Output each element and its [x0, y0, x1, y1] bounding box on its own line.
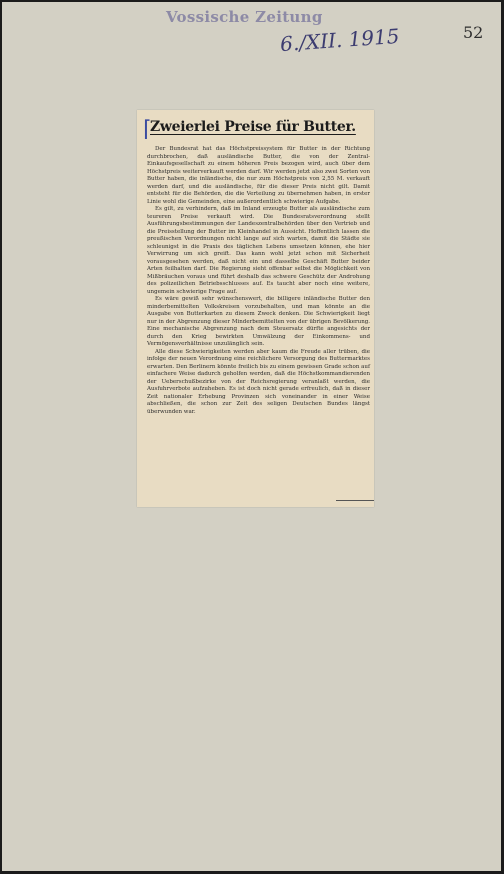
- bracket-mark-icon: ⌈: [143, 117, 152, 142]
- page-number: 52: [463, 23, 484, 42]
- article-paragraph: Der Bundesrat hat das Höchstpreissystem für Butter in der Richtung durchbrochen, daß ausländische Butter, die von der Zentral-Einkaufsgesellschaft zu einem höheren Preis bezogen wird, auch über dem Höchstpreis weiterverkauft werden darf. Wir werden jetzt also zwei Sorten von Butter haben, die inländische, die nur zum Höchstpreis von 2,55 M. verkauft werden darf, und die ausländische, für die dieser Preis nicht gilt. Damit entsteht für die Behörden, die die Verteilung zu übernehmen haben, in erster Linie wohl die Gemeinden, eine außerordentlich schwierige Aufgabe.: [147, 146, 370, 205]
- end-rule: [336, 500, 374, 501]
- article-paragraph: Alle diese Schwierigkeiten werden aber kaum die Freude aller trüben, die infolge der neuen Verordnung eine reichlichere Versorgung des Buttermarktes erwarten. Den Berlinern könnte freilich bis zu einem gewissen Grade schon auf einfachere Weise dadurch geholfen werden, daß die Höchstkommandierenden der Ueberschußbezirke von der Reichsregierung veranlaßt werden, die Ausfuhrverbote aufzuheben. Es ist doch nicht gerade erfreulich, daß in dieser Zeit nationaler Erhebung Provinzen sich voneinander in einer Weise abschließen, die schon zur Zeit des seligen Deutschen Bundes längst überwunden war.: [147, 348, 370, 415]
- handwritten-date: 6./XII. 1915: [279, 23, 401, 57]
- article-paragraph: Es wäre gewiß sehr wünschenswert, die billigere inländische Butter den minderbemittelten Volkskreisen vorzubehalten, und man könnte an die Ausgabe von Butterkarten zu diesem Zweck denken. Die Schwierigkeit liegt nur in der Abgrenzung dieser Minderbemittelten von der übrigen Bevölkerung. Eine mechanische Abgrenzung nach dem Steuersatz dürfte angesichts der durch den Krieg bewirkten Umwälzung der Einkommens- und Vermögensverhältnisse unzulänglich sein.: [147, 296, 370, 347]
- article-title: Zweierlei Preise für Butter.: [150, 119, 356, 135]
- newspaper-stamp: Vossische Zeitung: [166, 8, 323, 26]
- article-body: [147, 146, 370, 416]
- article-paragraph: Es gilt, zu verhindern, daß im Inland erzeugte Butter als ausländische zum teureren Preise verkauft wird. Die Bundesratsverordnung stellt Ausführungsbestimmungen der Landeszentralbehörden über den Vertrieb und die Preisstellung der Butter im Kleinhandel in Aussicht. Hoffentlich lassen die preußischen Verordnungen nicht lange auf sich warten, damit die Städte sie schleunigst in die Praxis des täglichen Lebens umsetzen können, ehe hier Verwirrung um sich greift. Das kann wohl jetzt schon mit Sicherheit vorausgesehen werden, daß nicht ein und dasselbe Geschäft Butter beider Arten feilhalten darf. Die Regierung sieht offenbar selbst die Möglichkeit von Mißbräuchen voraus und führt deshalb das schwere Geschütz der Androhung des polizeilichen Betriebsschlusses auf. Es taucht aber noch eine weitere, ungemein schwierige Frage auf.: [147, 206, 370, 295]
